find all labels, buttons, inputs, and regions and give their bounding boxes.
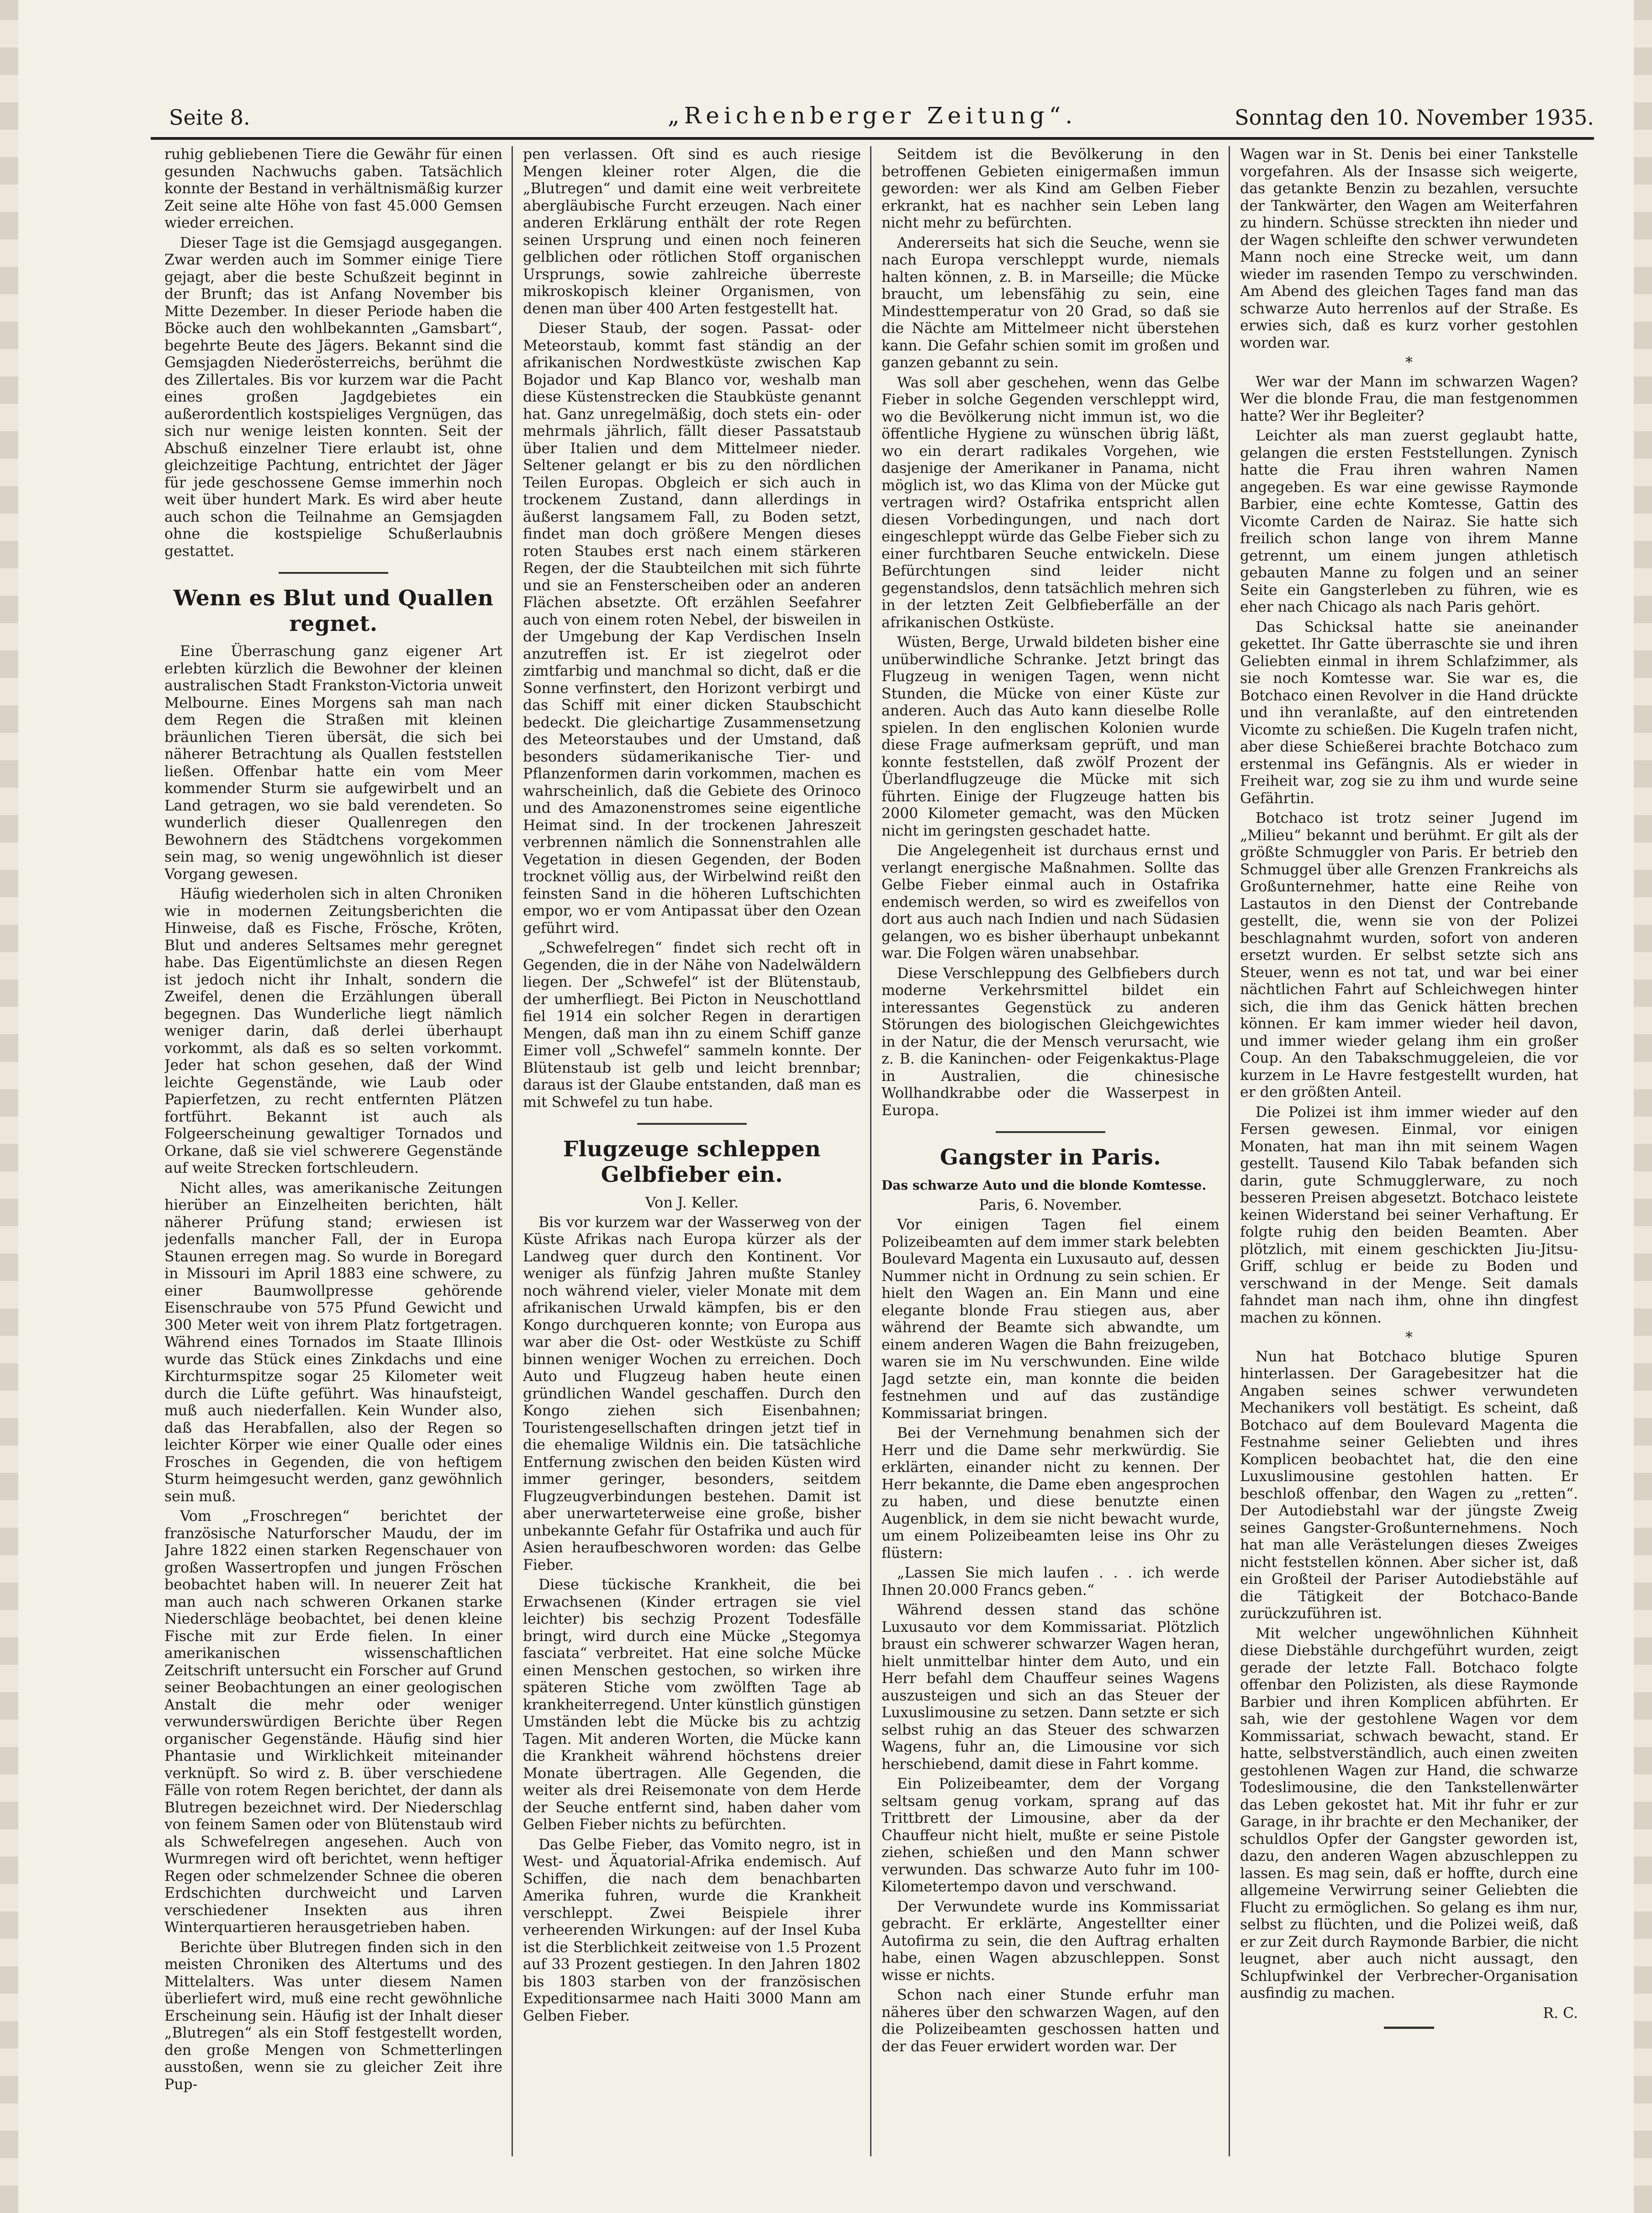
section-star: *: [1405, 355, 1413, 371]
paragraph: Ein Polizeibeamter, dem der Vorgang seltsam genug vorkam, sprang auf das Trittbrett der Limousine, aber da der Chauffeur nicht hielt, mußte er seine Pistole ziehen, schießen und den Mann schwer verwunden. Das schwarze Auto fuhr im 100-Kilometertempo davon und verschwand.: [881, 1776, 1219, 1895]
separator: [279, 572, 388, 574]
paragraph: Der Verwundete wurde ins Kommissariat gebracht. Er erklärte, Angestellter einer Autofirma zu sein, die den Auftrag erhalten habe, einen Wagen abzuschleppen. Sonst wisse er nichts.: [881, 1898, 1219, 1984]
article-headline: Wenn es Blut und Quallen regnet.: [173, 586, 494, 636]
paragraph: Die Angelegenheit ist durchaus ernst und verlangt energische Maßnahmen. Sollte das Gelbe Fieber einmal auch in Ostafrika endemisch werden, so wird es zweifellos von dort aus auch nach Indien und nach Südasien gelangen, wo es bisher überhaupt unbekannt war. Die Folgen wären unabsehbar.: [881, 842, 1219, 962]
paragraph: Nicht alles, was amerikanische Zeitungen hierüber an Einzelheiten berichten, hält näherer Prüfung stand; erwiesen ist jedenfalls mancher Fall, der in Europa Staunen erregen mag. So wurde in Boregard in Missouri im April 1883 eine schwere, zu einer Baumwollpresse gehörende Eisenschraube von 575 Pfund Gewicht und 300 Meter weit von ihrem Platz fortgetragen. Während eines Tornados im Staate Illinois wurde das Stück eines Zinkdachs und eine Kirchturmspitze sogar 25 Kilometer weit durch die Lüfte geführt. Was hinaufsteigt, muß auch niederfallen. Kein Wunder also, daß das Herabfallen, also der Regen so leichter Körper wie einer Qualle oder eines Frosches in Gegenden, die von heftigem Sturm heimgesucht werden, ganz gewöhnlich sein muß.: [164, 1180, 502, 1505]
paragraph: Wer war der Mann im schwarzen Wagen? Wer die blonde Frau, die man festgenommen hatte? Wer ihr Begleiter?: [1240, 373, 1578, 424]
paragraph: Eine Überraschung ganz eigener Art erlebten kürzlich die Bewohner der kleinen australischen Stadt Frankston-Victoria unweit Melbourne. Eines Morgens sah man nach dem Regen die Straßen mit kleinen bräunlichen Tieren übersät, die sich bei näherer Betrachtung als Quallen feststellen ließen. Offenbar hatte ein vom Meer kommender Sturm sie aufgewirbelt und an Land getragen, wo sie bald verendeten. So wunderlich dieser Quallenregen den Bewohnern des Städtchens vorgekommen sein mag, so wenig ungewöhnlich ist dieser Vorgang gewesen.: [164, 643, 502, 883]
paragraph: Nun hat Botchaco blutige Spuren hinterlassen. Der Garagebesitzer hat die Angaben seines schwer verwundeten Mechanikers voll bestätigt. Es scheint, daß Botchaco auf dem Boulevard Magenta die Festnahme seiner Geliebten und ihres Komplicen beobachtet hat, die den eine Luxuslimousine gestohlen hatten. Er beschloß offenbar, den Wagen zu „retten“. Der Autodiebstahl war der jüngste Zweig seines Gangster-Großunternehmens. Noch hat man alle Verästelungen dieses Zweiges nicht feststellen können. Aber sicher ist, daß ein Großteil der Pariser Autodiebstähle auf die Tätigkeit der Botchaco-Bande zurückzuführen ist.: [1240, 1348, 1578, 1622]
page-header: [151, 87, 1594, 140]
paragraph: Häufig wiederholen sich in alten Chroniken wie in modernen Zeitungsberichten die Hinweise, daß es Fische, Frösche, Kröten, Blut und anderes Seltsames mehr geregnet habe. Das Eigentümlichste an diesen Regen ist jedoch nicht ihr Inhalt, sondern die Zweifel, denen die Erzählungen überall begegnen. Das Wunderliche liegt nämlich weniger darin, daß derlei überhaupt vorkommt, als daß es so selten vorkommt. Jeder hat schon gesehen, daß der Wind leichte Gegenstände, wie Laub oder Papierfetzen, zu recht entfernten Plätzen fortführt. Bekannt ist auch als Folgeerscheinung gewaltiger Tornados und Orkane, daß sie viel schwerere Gegenstände auf weite Strecken fortschleudern.: [164, 886, 502, 1176]
separator: [996, 1131, 1105, 1133]
paragraph: Diese tückische Krankheit, die bei Erwachsenen (Kinder ertragen sie viel leichter) bis sechzig Prozent Todesfälle bringt, wird durch eine Mücke „Stegomya fasciata“ verbreitet. Hat eine solche Mücke einen Menschen gestochen, so wirken ihre späteren Stiche vom zwölften Tage ab krankheiterregend. Unter künstlich günstigen Umständen lebt die Mücke bis zu achtzig Tagen. Mit anderen Worten, die Mücke kann die Krankheit während höchstens dreier Monate übertragen. Alle Gegenden, die weiter als drei Reisemonate von dem Herde der Seuche entfernt sind, haben daher vom Gelben Fieber nichts zu befürchten.: [523, 1577, 861, 1833]
section-star: *: [1405, 1329, 1413, 1346]
binding-edge-right: [1634, 0, 1652, 2213]
column-4: [1240, 146, 1578, 2156]
paragraph: „Lassen Sie mich laufen . . . ich werde Ihnen 20.000 Francs geben.“: [881, 1565, 1219, 1599]
byline: Von J. Keller.: [645, 1194, 739, 1211]
paragraph: Vom „Froschregen“ berichtet der französische Naturforscher Maudu, der im Jahre 1822 einen starken Regenschauer von großen Wassertropfen und jungen Fröschen beobachtet haben will. In neuerer Zeit hat man auch nach schweren Orkanen starke Niederschläge beobachtet, bei denen kleine Fische mit zur Erde fielen. In einer amerikanischen wissenschaftlichen Zeitschrift untersucht ein Forscher auf Grund seiner Beobachtungen an einer geologischen Anstalt die mehr oder weniger verwunderswürdigen Berichte über Regen organischer Gegenstände. Häufig sind hier Phantasie und Wirklichkeit miteinander verknüpft. So wird z. B. über verschiedene Fälle von rotem Regen berichtet, der dann als Blutregen bezeichnet wird. Der Niederschlag von feinem Samen oder von Blütenstaub wird als Schwefelregen angesehen. Auch von Wurmregen wird oft berichtet, wenn heftiger Regen oder schmelzender Schnee die oberen Erdschichten durchweicht und Larven verschiedener Insekten aus ihren Winterquartieren herausgetrieben haben.: [164, 1508, 502, 1936]
separator: [1384, 2027, 1434, 2029]
paragraph: Die Polizei ist ihm immer wieder auf den Fersen gewesen. Einmal, vor einigen Monaten, hat man ihn mit seinem Wagen gestellt. Tausend Kilo Tabak befanden sich darin, gute Schmugglerware, zu noch besseren Preisen abgesetzt. Botchaco leistete keinen Widerstand bei seiner Verhaftung. Er folgte ruhig den beiden Beamten. Aber plötzlich, mit einem geschickten Jiu-Jitsu-Griff, schlug er beide zu Boden und verschwand in der Menge. Seit damals fahndet man nach ihm, ohne ihn dingfest machen zu können.: [1240, 1104, 1578, 1326]
paragraph: Wagen war in St. Denis bei einer Tankstelle vorgefahren. Als der Insasse sich weigerte, das getankte Benzin zu bezahlen, versuchte der Tankwärter, den Wagen am Weiterfahren zu hindern. Schüsse streckten ihn nieder und der Wagen schleifte den schwer verwundeten Mann noch eine Strecke weit, um dann wieder im rasenden Tempo zu verschwinden. Am Abend des gleichen Tages fand man das schwarze Auto herrenlos auf der Straße. Es erwies sich, daß es kurz vorher gestohlen worden war.: [1240, 146, 1578, 351]
article-headline: Flugzeuge schleppen Gelbfieber ein.: [563, 1137, 821, 1187]
author-signature: R. C.: [1543, 2005, 1578, 2022]
paragraph: Berichte über Blutregen finden sich in den meisten Chroniken des Altertums und des Mittelalters. Was unter diesem Namen überliefert wird, muß eine recht gewöhnliche Erscheinung sein. Häufig ist der Inhalt dieser „Blutregen“ als ein Stoff festgestellt worden, den große Mengen von Schmetterlingen ausstoßen, wenn sie zu gleicher Zeit ihre Pup-: [164, 1939, 502, 2093]
paragraph: Während dessen stand das schöne Luxusauto vor dem Kommissariat. Plötzlich braust ein schwerer schwarzer Wagen heran, hielt unmittelbar hinter dem Auto, und ein Herr befahl dem Chauffeur seines Wagens auszusteigen und sich an das Steuer der Luxuslimousine zu setzen. Dann setzte er sich selbst ruhig an das Steuer des schwarzen Wagens, fuhr an, die Limousine vor sich herschiebend, damit diese in Fahrt komme.: [881, 1602, 1219, 1773]
paragraph: Das Gelbe Fieber, das Vomito negro, ist in West- und Äquatorial-Afrika endemisch. Auf Schiffen, die nach dem benachbarten Amerika fuhren, wurde die Krankheit verschleppt. Zwei Beispiele ihrer verheerenden Wirkungen: auf der Insel Kuba ist die Sterblichkeit zeitweise von 1.5 Prozent auf 33 Prozent gestiegen. In den Jahren 1802 bis 1803 starben von der französischen Expeditionsarmee nach Haiti 3000 Mann am Gelben Fieber.: [523, 1836, 861, 2024]
paragraph: Das Schicksal hatte sie aneinander gekettet. Ihr Gatte überraschte sie und ihren Geliebten einmal in ihrem Schlafzimmer, als sie noch Komtesse war. Sie war es, die Botchaco einen Revolver in die Hand drückte und ihn veranlaßte, auf den eintretenden Vicomte zu schießen. Die Kugeln trafen nicht, aber diese Schießerei brachte Botchaco zum erstenmal ins Gefängnis. Als er wieder in Freiheit war, zog sie zu ihm und wurde seine Gefährtin.: [1240, 619, 1578, 807]
column-1: [164, 146, 502, 2156]
page-number: Seite 8.: [169, 105, 250, 130]
newspaper-page: [151, 87, 1594, 2170]
paragraph: Was soll aber geschehen, wenn das Gelbe Fieber in solche Gegenden verschleppt wird, wo die Bevölkerung nicht immun ist, wo die öffentliche Hygiene zu wünschen übrig läßt, wo ein derart radikales Vorgehen, wie dasjenige der Amerikaner in Panama, nicht möglich ist, wo das Klima von der Mücke gut vertragen wird? Ostafrika entspricht allen diesen Vorbedingungen, und nach dort eingeschleppt würde das Gelbe Fieber sich zu einer furchtbaren Seuche entwickeln. Diese Befürchtungen sind leider nicht gegenstandslos, denn tatsächlich mehren sich in der letzten Zeit Gelbfieberfälle an der afrikanischen Ostküste.: [881, 374, 1219, 631]
paragraph: Botchaco ist trotz seiner Jugend im „Milieu“ bekannt und berühmt. Er gilt als der größte Schmuggler von Paris. Er betrieb den Schmuggel über alle Grenzen Frankreichs als Großunternehmer, hatte eine Reihe von Lastautos in den Dienst der Contrebande gestellt, die, wenn sie von der Polizei beschlagnahmt wurden, sofort von anderen ersetzt wurden. Er selbst setzte sich ans Steuer, wenn es not tat, und war bei einer nächtlichen Fahrt auf Schleichwegen hinter sich, die ihm das Genick hätten brechen können. Er kam immer wieder heil davon, und immer wieder gelang ihm ein großer Coup. An den Tabakschmuggeleien, die vor kurzem in Le Havre festgestellt wurden, hat er den größten Anteil.: [1240, 810, 1578, 1101]
masthead: „Reichenberger Zeitung“.: [667, 102, 1077, 129]
paragraph: Vor einigen Tagen fiel einem Polizeibeamten auf dem immer stark belebten Boulevard Magenta ein Luxusauto auf, dessen Nummer nicht in Ordnung zu sein schien. Er hielt den Wagen an. Ein Mann und eine elegante blonde Frau stiegen aus, aber während der Beamte sich abwandte, um einem anderen Wagen die Bahn freizugeben, waren sie im Nu verschwunden. Eine wilde Jagd setzte ein, man konnte die beiden festnehmen und auf das zuständige Kommissariat bringen.: [881, 1217, 1219, 1422]
article-headline: Gangster in Paris.: [939, 1145, 1161, 1170]
article-subheadline: Das schwarze Auto und die blonde Komtesse.: [881, 1178, 1207, 1193]
dateline: Paris, 6. November.: [979, 1197, 1122, 1213]
paragraph: „Schwefelregen“ findet sich recht oft in Gegenden, die in der Nähe von Nadelwäldern liegen. Der „Schwefel“ ist der Blütenstaub, der umherfliegt. Bei Picton in Neuschottland fiel 1914 ein solcher Regen in derartigen Mengen, daß man ihn zu einem Schiff ganze Eimer voll „Schwefel“ sammeln konnte. Der Blütenstaub ist gelb und leicht brennbar; daraus ist der Glaube entstanden, daß man es mit Schwefel zu tun habe.: [523, 940, 861, 1111]
paragraph: Dieser Tage ist die Gemsjagd ausgegangen. Zwar werden auch im Sommer einige Tiere gejagt, aber die beste Schußzeit beginnt in der Brunft; das ist Anfang November bis Mitte Dezember. In dieser Periode haben die Böcke auch den wohlbekannten „Gamsbart“, begehrte Beute des Jägers. Bekannt sind die Gemsjagden Niederösterreichs, berühmt die des Zillertales. Bis vor kurzem war die Pacht eines großen Jagdgebietes ein außerordentlich kostspieliges Vergnügen, das sich nur wenige leisten konnten. Seit der Abschuß einzelner Tiere erlaubt ist, ohne gleichzeitige Pachtung, entrichtet der Jäger für jede geschossene Gemse immerhin noch weit über hundert Mark. Es wird aber heute auch schon die Teilnahme an Gemsjagden ohne die kostspielige Schußerlaubnis gestattet.: [164, 234, 502, 560]
column-rule: [870, 146, 871, 2156]
paragraph: Andererseits hat sich die Seuche, wenn sie nach Europa verschleppt wurde, niemals halten können, z. B. in Marseille; die Mücke braucht, um lebensfähig zu sein, eine Mindesttemperatur von 20 Grad, so daß sie die Nächte am Mittelmeer nicht überstehen kann. Die Gefahr schien somit im großen und ganzen gebannt zu sein.: [881, 234, 1219, 371]
paragraph: ruhig gebliebenen Tiere die Gewähr für einen gesunden Nachwuchs gaben. Tatsächlich konnte der Bestand in verhältnismäßig kurzer Zeit seine alte Höhe von fast 45.000 Gemsen wieder erreichen.: [164, 146, 502, 231]
column-rule: [1229, 146, 1230, 2156]
paragraph: Dieser Staub, der sogen. Passat- oder Meteorstaub, kommt fast ständig an der afrikanischen Nordwestküste zwischen Kap Bojador und Kap Blanco vor, weshalb man diese Küstenstrecken die Staubküste genannt hat. Ganz unregelmäßig, doch stets ein- oder mehrmals jährlich, fällt dieser Passatstaub über Italien und dem Mittelmeer nieder. Seltener gelangt er bis zu den nördlichen Teilen Europas. Obgleich er sich auch in trockenem Zustand, dann allerdings in äußerst langsamem Fall, zu Boden setzt, findet man doch größere Mengen dieses roten Staubes erst nach einem stärkeren Regen, der die Staubteilchen mit sich führte und sie an Fensterscheiben oder an anderen Flächen absetzte. Oft erzählen Seefahrer auch von einem roten Nebel, der bisweilen in der Umgebung der Kap Verdischen Inseln anzutreffen ist. Er ist ziegelrot oder zimtfarbig und manchmal so dicht, daß er die Sonne verfinstert, den Horizont verbirgt und das Schiff mit einer dicken Staubschicht bedeckt. Die gleichartige Zusammensetzung des Meteorstaubes und der Umstand, daß besonders südamerikanische Tier- und Pflanzenformen darin vorkommen, machen es wahrscheinlich, daß die Gebiete des Orinoco und des Amazonenstromes seine eigentliche Heimat sind. In der trockenen Jahreszeit verbrennen nämlich die Sonnenstrahlen alle Vegetation in diesen Gegenden, der Boden trocknet völlig aus, der Wirbelwind reißt den feinsten Sand in die höheren Luftschichten empor, wo er vom Antipassat über den Ozean geführt wird.: [523, 320, 861, 937]
separator: [637, 1123, 747, 1125]
paragraph: Bis vor kurzem war der Wasserweg von der Küste Afrikas nach Europa kürzer als der Landweg quer durch den Kontinent. Vor weniger als fünfzig Jahren mußte Stanley noch während vieler, vieler Monate mit dem afrikanischen Urwald kämpfen, bis er den Kongo durchqueren konnte; von Europa aus war aber die Ost- oder Westküste zu Schiff binnen weniger Wochen zu erreichen. Doch Auto und Flugzeug haben heute einen gründlichen Wandel geschaffen. Durch den Kongo ziehen sich Eisenbahnen; Touristengesellschaften dringen jetzt tief in die ehemalige Wildnis ein. Die tatsächliche Entfernung zwischen den beiden Küsten wird immer geringer, besonders, seitdem Flugzeugverbindungen bestehen. Damit ist aber unerwarteterweise eine große, bisher unbekannte Gefahr für Ostafrika und auch für Asien heraufbeschworen worden: das Gelbe Fieber.: [523, 1214, 861, 1573]
paragraph: pen verlassen. Oft sind es auch riesige Mengen kleiner roter Algen, die die „Blutregen“ und damit eine weit verbreitete abergläubische Furcht erzeugen. Nach einer anderen Erklärung enthält der rote Regen seinen Ursprung und einen noch feineren gelblichen oder rötlichen Stoff organischen Ursprungs, sowie zahlreiche überreste mikroskopisch kleiner Organismen, von denen man über 400 Arten festgestellt hat.: [523, 146, 861, 317]
issue-date: Sonntag den 10. November 1935.: [1235, 105, 1594, 130]
paragraph: Wüsten, Berge, Urwald bildeten bisher eine unüberwindliche Schranke. Jetzt bringt das Flugzeug in wenigen Tagen, wenn nicht Stunden, die Mücke von einer Küste zur anderen. Auch das Auto kann dieselbe Rolle spielen. In den englischen Kolonien wurde diese Frage aufmerksam geprüft, und man konnte feststellen, daß zwölf Prozent der Überlandflugzeuge die Mücke mit sich führten. Einige der Flugzeuge hatten bis 2000 Kilometer gemacht, was den Mücken nicht im geringsten geschadet hatte.: [881, 634, 1219, 839]
paragraph: Diese Verschleppung des Gelbfiebers durch moderne Verkehrsmittel bildet ein interessantes Gegenstück zu anderen Störungen des biologischen Gleichgewichtes in der Natur, die der Mensch verursacht, wie z. B. die Kaninchen- oder Feigenkaktus-Plage in Australien, die chinesische Wollhandkrabbe oder die Wasserpest in Europa.: [881, 965, 1219, 1119]
paragraph: Mit welcher ungewöhnlichen Kühnheit diese Diebstähle durchgeführt wurden, zeigt gerade der letzte Fall. Botchaco folgte offenbar den Polizisten, als diese Raymonde Barbier und ihren Komplicen abführten. Er sah, wie der gestohlene Wagen vor dem Kommissariat, schwach bewacht, stand. Er hatte, selbstverständlich, auch einen zweiten gestohlenen Wagen zur Hand, die schwarze Todeslimousine, die den Tankstellenwärter das Leben gekostet hat. Mit ihr fuhr er zur Garage, in ihr brachte er den Mechaniker, der schuldlos Opfer der Gangster geworden ist, dazu, den anderen Wagen abzuschleppen zu lassen. Es mag sein, daß er hoffte, durch eine allgemeine Verwirrung seiner Geliebten die Flucht zu ermöglichen. So gelang es ihm nur, selbst zu flüchten, und die Polizei weiß, daß er zur Zeit durch Raymonde Barbier, die nicht leugnet, aber auch nicht aussagt, den Schlupfwinkel der Verbrecher-Organisation ausfindig zu machen.: [1240, 1625, 1578, 2001]
binding-edge-left: [0, 0, 18, 2213]
paragraph: Schon nach einer Stunde erfuhr man näheres über den schwarzen Wagen, auf den die Polizeibeamten geschossen hatten und der das Feuer erwidert worden war. Der: [881, 1987, 1219, 2055]
column-rule: [512, 146, 513, 2156]
paragraph: Seitdem ist die Bevölkerung in den betroffenen Gebieten einigermaßen immun geworden: wer als Kind am Gelben Fieber erkrankt, hat es nachher sein Leben lang nicht mehr zu befürchten.: [881, 146, 1219, 231]
paragraph: Leichter als man zuerst geglaubt hatte, gelangen die ersten Feststellungen. Zynisch hatte die Frau ihren wahren Namen angegeben. Es war eine gewisse Raymonde Barbier, eine echte Komtesse, Gattin des Vicomte Carden de Nairaz. Sie hatte sich freilich schon lange von ihrem Manne getrennt, um einem jungen athletisch gebauten Manne zu folgen und an seiner Seite ein Gangsterleben zu führen, wie es eher nach Chicago als nach Paris gehört.: [1240, 428, 1578, 615]
paragraph: Bei der Vernehmung benahmen sich der Herr und die Dame sehr merkwürdig. Sie erklärten, einander nicht zu kennen. Der Herr bekannte, die Dame eben angesprochen zu haben, und diese benutzte einen Augenblick, in dem sie nicht bewacht wurde, um einem Polizeibeamten leise ins Ohr zu flüstern:: [881, 1425, 1219, 1562]
column-2: [523, 146, 861, 2156]
column-3: [881, 146, 1219, 2156]
